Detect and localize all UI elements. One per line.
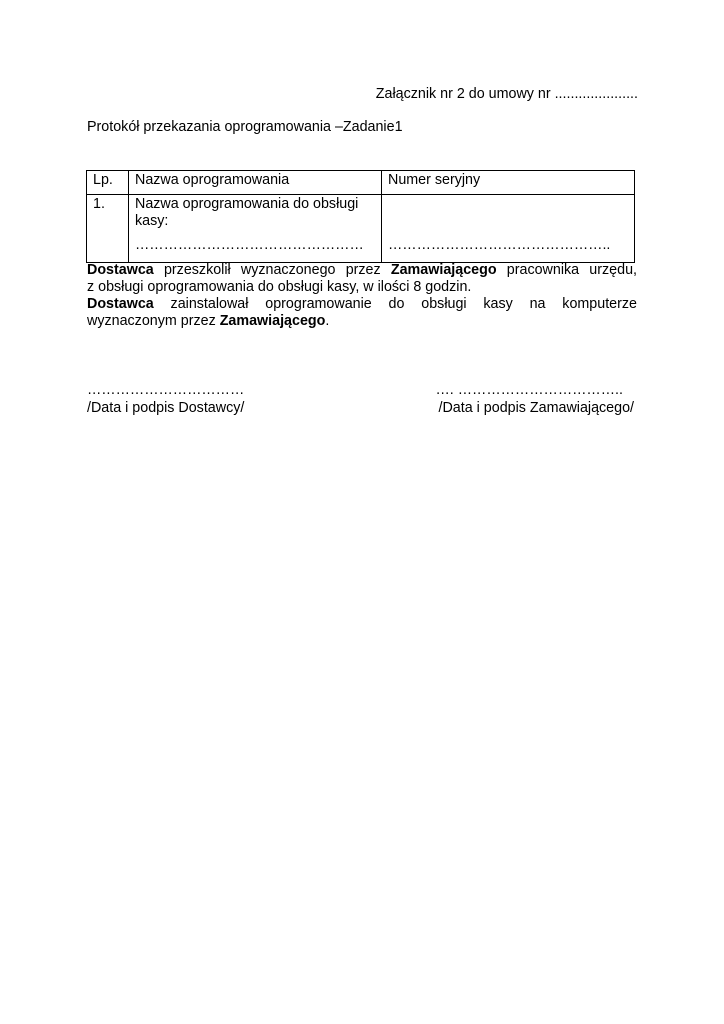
supplier-signature-line: …………………………… [87, 382, 245, 398]
training-paragraph [87, 262, 637, 296]
software-name-fill-line: ………………………………………… [135, 237, 364, 253]
paragraph-line [87, 313, 637, 330]
paragraph-text: zainstalował oprogramowanie do obsługi kasy na komputerze [153, 296, 637, 312]
supplier-signature-caption: /Data i podpis Dostawcy/ [87, 400, 245, 416]
paragraph-text: . [325, 313, 330, 329]
installation-paragraph [87, 296, 637, 330]
paragraph-line [87, 279, 637, 296]
paragraph-text: przeszkolił wyznaczonego przez [153, 262, 391, 278]
document-title: Protokół przekazania oprogramowania –Zadanie1 [87, 119, 403, 135]
supplier-term: Dostawca [87, 262, 154, 278]
paragraph-text: z obsługi oprogramowania do obsługi kasy, w ilości 8 godzin. [87, 279, 472, 295]
supplier-signature-block [87, 382, 244, 417]
table-row [87, 195, 635, 263]
paragraph-line [87, 296, 637, 313]
purchaser-signature-line: …. …………………………….. [435, 382, 623, 398]
purchaser-term: Zamawiającego [390, 262, 497, 278]
purchaser-signature-caption: /Data i podpis Zamawiającego/ [438, 400, 634, 416]
paragraph-line [87, 262, 637, 279]
cell-lp: 1. [87, 195, 129, 263]
serial-number-fill-line: ……………………………………….. [388, 237, 611, 253]
table-header-row [87, 171, 635, 195]
purchaser-term: Zamawiającego [219, 313, 326, 329]
cell-software-name [129, 195, 382, 263]
column-header-software-name: Nazwa oprogramowania [129, 171, 382, 195]
paragraph-text: pracownika urzędu, [496, 262, 637, 278]
column-header-serial-number: Numer seryjny [382, 171, 635, 195]
software-handover-table [86, 170, 635, 263]
paragraph-text: wyznaczonym przez [87, 313, 220, 329]
column-header-lp: Lp. [87, 171, 129, 195]
cell-serial-number [382, 195, 635, 263]
annex-reference: Załącznik nr 2 do umowy nr ..................... [375, 86, 638, 102]
software-name-label: Nazwa oprogramowania do obsługi kasy: [135, 196, 359, 229]
purchaser-signature-block [436, 382, 635, 417]
supplier-term: Dostawca [87, 296, 154, 312]
